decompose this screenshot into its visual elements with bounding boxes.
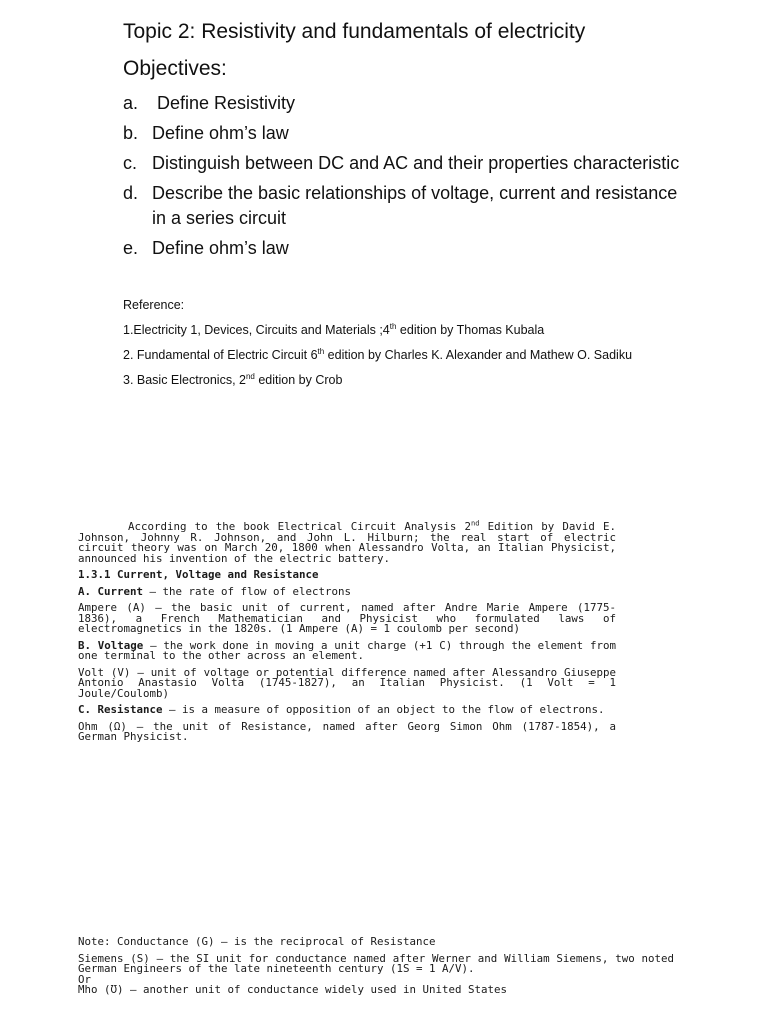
reference-sup: th [389, 321, 397, 331]
section-heading: 1.3.1 Current, Voltage and Resistance [78, 568, 319, 581]
objective-item [123, 91, 683, 116]
objective-letter: a. [123, 93, 139, 113]
objective-text: Distinguish between DC and AC and their properties characteristic [152, 153, 680, 173]
reference-sup: nd [245, 371, 255, 381]
reference-text: 1.Electricity 1, Devices, Circuits and Materials ;4 [123, 323, 390, 337]
objective-item [123, 121, 683, 146]
scanned-text-block [78, 519, 616, 749]
scanned-text-block-2 [78, 937, 674, 1002]
reference-text: 3. Basic Electronics, 2 [123, 373, 246, 387]
reference-label: Reference: [123, 298, 185, 312]
reference-item [123, 346, 743, 371]
objective-letter: e. [123, 238, 139, 258]
objective-item [123, 151, 683, 176]
objectives-heading: Objectives: [123, 57, 227, 80]
resistance-term: C. Resistance [78, 703, 163, 716]
resistance-text: – is a measure of opposition of an object to the flow of electrons. [162, 703, 605, 716]
objective-item [123, 236, 683, 261]
ampere-paragraph: Ampere (A) – the basic unit of current, named after Andre Marie Ampere (1775-1836), a French Mathematician and Physicist who formulated laws of electromagnetics in the 1820s. (1 Ampere (A) = 1 coulomb per second) [78, 601, 616, 635]
conductance-note: Note: Conductance (G) – is the reciprocal of Resistance [78, 935, 436, 948]
current-text: – the rate of flow of electrons [143, 584, 352, 598]
reference-item [123, 371, 743, 396]
objective-item [123, 181, 683, 231]
current-definition [78, 584, 616, 598]
objective-text: Define Resistivity [152, 93, 296, 113]
reference-sup: th [317, 346, 325, 356]
siemens-paragraph: Siemens (S) – the SI unit for conductance named after Werner and William Siemens, two noted German Engineers of the late nineteenth century (1S = 1 A/V). [78, 951, 674, 975]
objective-letter: c. [123, 153, 138, 173]
intro-text: According to the book Electrical Circuit Analysis 2 [128, 520, 471, 533]
page-title: Topic 2: Resistivity and fundamentals of electricity [123, 20, 586, 43]
resistance-definition [78, 705, 616, 716]
objective-letter: b. [123, 123, 139, 143]
reference-text: edition by Thomas Kubala [396, 323, 545, 337]
current-term: A. Current [78, 584, 144, 598]
objectives-list [123, 91, 683, 266]
or-label: Or [78, 972, 92, 986]
reference-text: 2. Fundamental of Electric Circuit 6 [123, 348, 318, 362]
reference-section [123, 296, 743, 396]
intro-sup: nd [471, 519, 480, 528]
volt-paragraph: Volt (V) – unit of voltage or potential difference named after Alessandro Giuseppe Antonio Anastasio Volta (1745-1827), an Italian Physicist. (1 Volt = 1 Joule/Coulomb) [78, 665, 616, 700]
mho-paragraph: Mho (Ʊ) – another unit of conductance widely used in United States [78, 983, 508, 996]
reference-item [123, 321, 743, 346]
intro-paragraph [78, 519, 616, 565]
reference-text: edition by Crob [254, 373, 343, 387]
reference-text: edition by Charles K. Alexander and Mathew O. Sadiku [324, 348, 633, 362]
objective-text: Describe the basic relationships of voltage, current and resistance in a series circuit [152, 183, 678, 228]
voltage-term: B. Voltage [78, 638, 144, 652]
voltage-definition [78, 638, 616, 662]
voltage-text: – the work done in moving a unit charge (+1 C) through the element from one terminal to the other across an element. [78, 638, 616, 662]
objective-text: Define ohm’s law [152, 123, 289, 143]
ohm-paragraph: Ohm (Ω) – the unit of Resistance, named after Georg Simon Ohm (1787-1854), a German Physicist. [78, 719, 616, 743]
objective-text: Define ohm’s law [152, 238, 289, 258]
intro-text: Edition by David E. Johnson, Johnny R. Johnson, and John L. Hilburn; the real start of electric circuit theory was on March 20, 1800 when Alessandro Volta, an Italian Physicist, announced his invention of the electric battery. [78, 520, 616, 565]
objective-letter: d. [123, 183, 139, 203]
